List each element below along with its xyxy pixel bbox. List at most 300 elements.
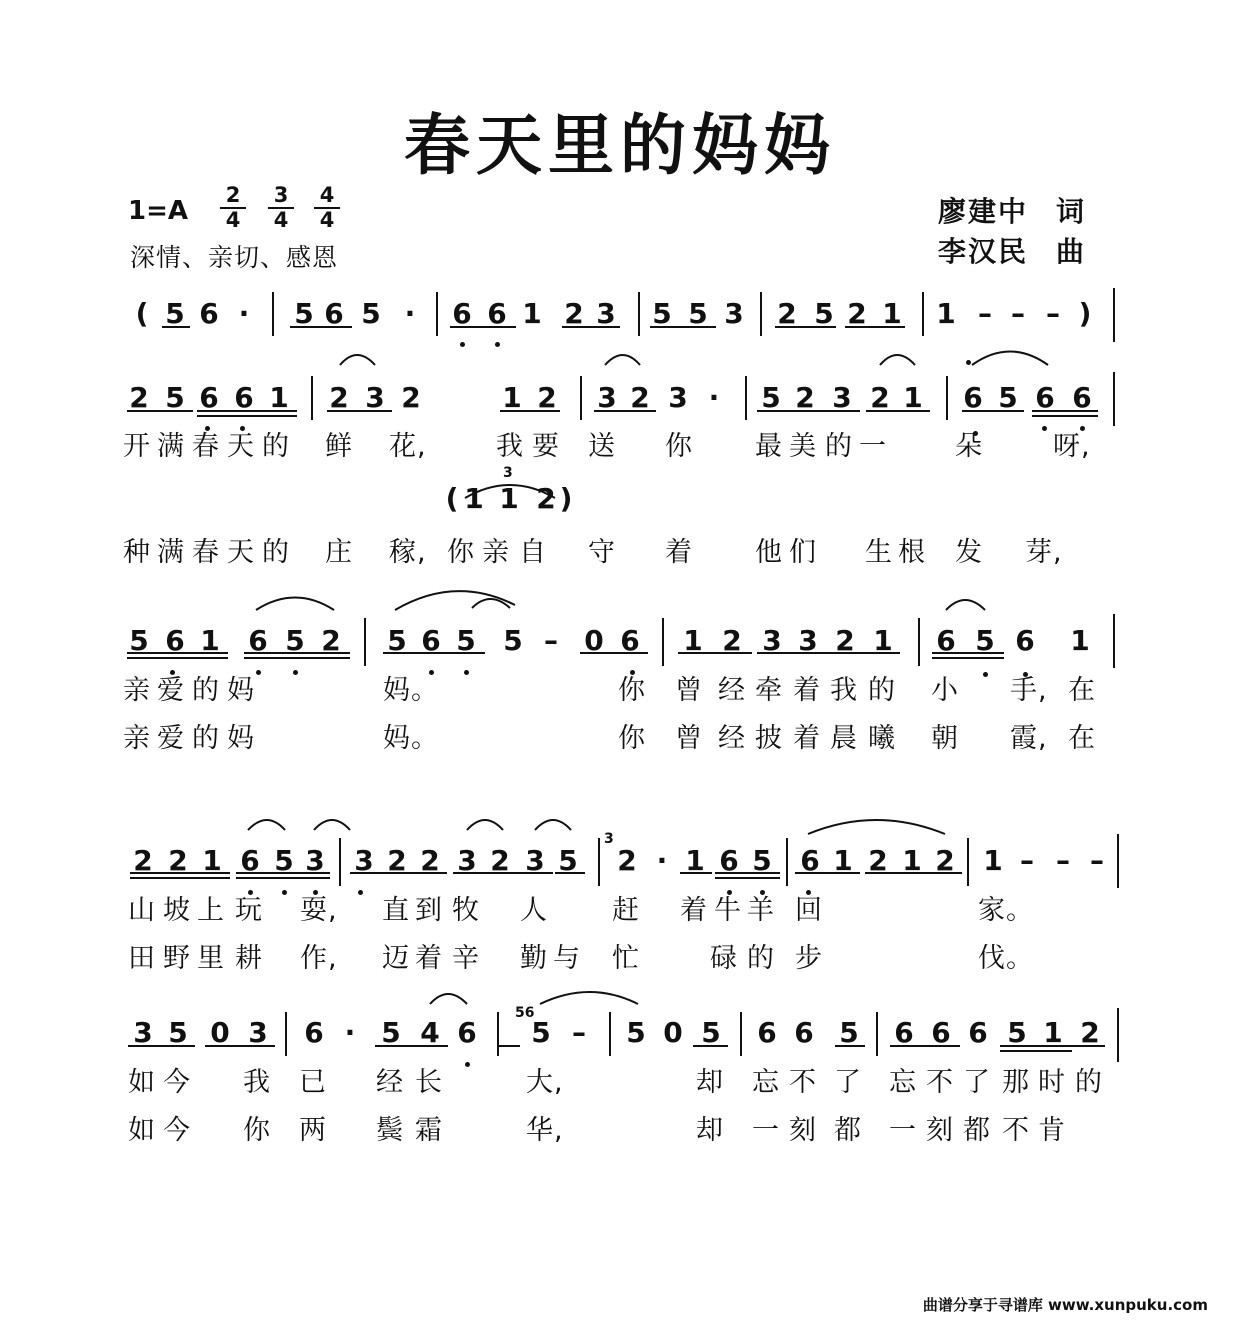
lyric-char: 华,	[526, 1115, 564, 1146]
lyric-char: 却	[696, 1115, 724, 1146]
lyric-char: 都	[963, 1115, 991, 1146]
score-note: 3	[798, 624, 818, 657]
lyric-char: 春	[192, 431, 220, 462]
lyric-char: 经	[718, 723, 746, 754]
lyric-char: 小	[931, 675, 959, 706]
lyric-char: 回	[795, 895, 823, 926]
lyric-char: 着	[665, 537, 693, 568]
score-note: 3	[248, 1016, 268, 1049]
lyric-char: 了	[834, 1067, 862, 1098]
beam-underline	[197, 410, 297, 412]
score-note: 5	[361, 297, 381, 330]
lyric-char: 呀,	[1053, 431, 1091, 462]
beam-underline	[693, 1045, 728, 1047]
octave-dot	[293, 670, 298, 675]
slur	[248, 820, 285, 830]
score-note: 6	[620, 624, 640, 657]
lyric-char: 着	[415, 943, 443, 974]
lyric-char: 野	[163, 943, 191, 974]
slur	[472, 599, 510, 608]
lyric-char: 今	[163, 1115, 191, 1146]
score-note: 6	[931, 1016, 951, 1049]
score-note: 6	[1015, 624, 1035, 657]
lyric-char: 你	[665, 431, 693, 462]
beam-underline	[383, 652, 485, 654]
lyric-char: 披	[755, 723, 783, 754]
lyric-char: 直	[382, 895, 410, 926]
score-note: 1	[1070, 624, 1090, 657]
score-note: 2	[329, 381, 349, 414]
lyric-char: 里	[197, 943, 225, 974]
beam-underline	[162, 326, 190, 328]
lyric-char: 牵	[755, 675, 783, 706]
barline	[740, 1012, 742, 1056]
lyric-char: 的	[868, 675, 896, 706]
beam-underline	[962, 410, 1024, 412]
lyric-char: 大,	[526, 1067, 564, 1098]
octave-dot	[1042, 426, 1047, 431]
lyric-char: 与	[553, 943, 581, 974]
lyric-char: 山	[128, 895, 156, 926]
score-note: 0	[210, 1016, 230, 1049]
lyric-char: 朵	[955, 431, 983, 462]
score-note: 6	[421, 624, 441, 657]
score-note: ·	[656, 844, 668, 877]
barline	[436, 292, 438, 336]
slur	[972, 352, 1048, 366]
lyric-char: 长	[415, 1067, 443, 1098]
grace-note-56: 56	[515, 1005, 535, 1021]
lyric-char: 我	[496, 431, 524, 462]
lyric-char: 都	[834, 1115, 862, 1146]
lyric-char: 你	[447, 537, 475, 568]
score-note: 6	[963, 381, 983, 414]
octave-dot	[495, 342, 500, 347]
barline	[1113, 372, 1115, 426]
time-signature-2-4: 2 4	[220, 184, 246, 232]
lyric-char: 赶	[612, 895, 640, 926]
beam-underline	[130, 877, 230, 879]
lyric-char: 天	[227, 431, 255, 462]
score-note: ·	[238, 297, 250, 330]
lyric-char: 着	[680, 895, 708, 926]
score-note: 1	[200, 624, 220, 657]
lyric-char: 的	[747, 943, 775, 974]
score-note: 2	[630, 381, 650, 414]
lyric-char: 着	[793, 723, 821, 754]
slur	[395, 591, 515, 610]
lyric-char: 妈	[227, 675, 255, 706]
lyric-char: 自	[519, 537, 547, 568]
beam-underline	[127, 657, 228, 659]
score-note: 6	[719, 844, 739, 877]
score-note: –	[572, 1016, 586, 1049]
score-note: 5	[456, 624, 476, 657]
lyric-char: 到	[415, 895, 443, 926]
barline	[760, 292, 762, 336]
alt-note: 1	[499, 482, 519, 515]
lyric-char: 伐。	[978, 943, 1034, 974]
lyric-char: 你	[618, 675, 646, 706]
lyric-char: 的	[825, 431, 853, 462]
score-note: 5	[701, 1016, 721, 1049]
beam-underline	[130, 872, 230, 874]
beam-underline	[1032, 415, 1098, 417]
lyric-char: 经	[376, 1067, 404, 1098]
lyric-char: 如	[128, 1067, 156, 1098]
score-note: 5	[129, 624, 149, 657]
lyric-char: 我	[830, 675, 858, 706]
barline	[580, 376, 582, 420]
octave-dot	[464, 670, 469, 675]
score-note: –	[1046, 297, 1060, 330]
beam-underline	[236, 877, 330, 879]
score-note: 6	[487, 297, 507, 330]
score-note: –	[1056, 844, 1070, 877]
song-title: 春天里的妈妈	[404, 106, 836, 184]
score-note: 5	[752, 844, 772, 877]
beam-underline	[236, 872, 330, 874]
lyric-char: 满	[157, 431, 185, 462]
score-note: 6	[199, 297, 219, 330]
score-note: 2	[387, 844, 407, 877]
score-note: 2	[935, 844, 955, 877]
lyric-char: 天	[227, 537, 255, 568]
slur	[535, 820, 571, 830]
barline	[786, 838, 788, 886]
barline	[876, 1012, 878, 1056]
score-note: 2	[133, 844, 153, 877]
key-signature: 1=A	[128, 196, 188, 226]
beam-underline	[327, 410, 392, 412]
beam-underline	[865, 872, 962, 874]
lyric-char: 时	[1038, 1067, 1066, 1098]
score-note: 6	[936, 624, 956, 657]
score-note: 6	[234, 381, 254, 414]
lyric-char: 妈。	[383, 675, 439, 706]
beam-underline	[498, 1045, 520, 1047]
score-note: –	[1020, 844, 1034, 877]
barline	[918, 618, 920, 666]
lyric-char: 我	[243, 1067, 271, 1098]
time-signature-3-4: 3 4	[268, 184, 294, 232]
score-note: 5	[998, 381, 1018, 414]
score-note: –	[1011, 297, 1025, 330]
footer-credit: 曲谱分享于寻谱库 www.xunpuku.com	[922, 1296, 1208, 1314]
score-note: 1	[202, 844, 222, 877]
score-note: 2	[321, 624, 341, 657]
lyric-char: 一	[859, 431, 887, 462]
score-note: 2	[564, 297, 584, 330]
composer-credit: 李汉民 曲	[938, 235, 1087, 268]
score-note: 5	[531, 1016, 551, 1049]
lyric-char: 刻	[789, 1115, 817, 1146]
beam-underline	[555, 872, 585, 874]
score-note: –	[978, 297, 992, 330]
lyric-char: 耕	[235, 943, 263, 974]
barline	[311, 376, 313, 420]
lyric-char: 稼,	[389, 537, 427, 568]
score-note: 5	[165, 381, 185, 414]
score-note: –	[544, 624, 558, 657]
score-note: 3	[724, 297, 744, 330]
lyric-char: 不	[1002, 1115, 1030, 1146]
lyric-char: 两	[299, 1115, 327, 1146]
lyric-char: 花,	[389, 431, 427, 462]
lyric-char: 不	[789, 1067, 817, 1098]
beam-underline	[775, 326, 836, 328]
grace-note-3: 3	[604, 831, 614, 847]
lyric-char: 你	[243, 1115, 271, 1146]
lyric-char: 开	[123, 431, 151, 462]
alt-note: 2	[536, 482, 556, 515]
lyric-char: 那	[1002, 1067, 1030, 1098]
score-note: 6	[304, 1016, 324, 1049]
lyric-char: 送	[588, 431, 616, 462]
lyric-char: 守	[588, 537, 616, 568]
barline	[497, 1012, 499, 1056]
beam-underline	[244, 657, 350, 659]
barline	[745, 376, 747, 420]
octave-dot	[358, 890, 363, 895]
score-note: 3	[597, 381, 617, 414]
lyric-char: 上	[197, 895, 225, 926]
score-note: 1	[903, 381, 923, 414]
beam-underline	[757, 410, 860, 412]
barline	[922, 292, 924, 336]
lyric-char: 家。	[978, 895, 1034, 926]
slur	[467, 820, 503, 830]
lyric-char: 在	[1068, 723, 1096, 754]
lyric-char: 忘	[752, 1067, 780, 1098]
lyric-char: 了	[963, 1067, 991, 1098]
beam-underline	[453, 872, 553, 874]
beam-underline	[562, 326, 620, 328]
score-note: 2	[795, 381, 815, 414]
slur	[430, 994, 467, 1004]
lyric-char: 勤	[520, 943, 548, 974]
lyric-char: 一	[752, 1115, 780, 1146]
beam-underline	[1000, 1050, 1072, 1052]
beam-underline	[835, 1045, 865, 1047]
slur	[256, 598, 334, 611]
score-note: 5	[975, 624, 995, 657]
lyric-char: 肯	[1038, 1115, 1066, 1146]
lyric-char: 发	[955, 537, 983, 568]
barline	[946, 376, 948, 420]
beam-underline	[932, 657, 1004, 659]
lyric-char: 羊	[747, 895, 775, 926]
lyric-char: 步	[795, 943, 823, 974]
beam-underline	[128, 1045, 195, 1047]
lyric-char: 他	[755, 537, 783, 568]
score-note: 6	[240, 844, 260, 877]
lyric-char: 春	[192, 537, 220, 568]
barline	[364, 618, 366, 666]
score-note: 2	[777, 297, 797, 330]
score-note: 6	[1072, 381, 1092, 414]
score-note: 1	[936, 297, 956, 330]
lyric-char: 迈	[382, 943, 410, 974]
score-note: 0	[663, 1016, 683, 1049]
beam-underline	[450, 326, 516, 328]
beam-underline	[290, 326, 352, 328]
beam-underline	[594, 410, 656, 412]
score-note: 1	[269, 381, 289, 414]
lyric-char: 晨	[830, 723, 858, 754]
score-note: 5	[761, 381, 781, 414]
score-note: 1	[902, 844, 922, 877]
score-note: 2	[129, 381, 149, 414]
score-note: 6	[452, 297, 472, 330]
slur	[946, 600, 985, 610]
score-note: 5	[274, 844, 294, 877]
lyric-char: 碌	[710, 943, 738, 974]
score-note: 5	[168, 1016, 188, 1049]
lyric-char: 的	[192, 675, 220, 706]
score-note: 3	[762, 624, 782, 657]
beam-underline	[580, 652, 648, 654]
lyric-char: 鬓	[376, 1115, 404, 1146]
slur	[340, 355, 375, 365]
score-note: 3	[457, 844, 477, 877]
score-note: 3	[525, 844, 545, 877]
score-note: 5	[503, 624, 523, 657]
triplet-mark: 3	[503, 465, 513, 481]
lyric-char: 田	[128, 943, 156, 974]
barline	[285, 1012, 287, 1056]
lyric-char: 的	[262, 537, 290, 568]
barline	[638, 292, 640, 336]
lyric-char: 不	[926, 1067, 954, 1098]
score-note: 1	[983, 844, 1003, 877]
lyric-char: 刻	[926, 1115, 954, 1146]
score-note: 6	[800, 844, 820, 877]
lyric-char: 人	[520, 895, 548, 926]
lyric-char: 鲜	[325, 431, 353, 462]
lyric-char: 种	[123, 537, 151, 568]
lyric-char: 你	[618, 723, 646, 754]
alt-note: (	[445, 482, 459, 515]
score-note: 2	[868, 844, 888, 877]
lyric-char: 妈。	[383, 723, 439, 754]
octave-dot	[465, 1062, 470, 1067]
score-note: 6	[248, 624, 268, 657]
score-note: 6	[757, 1016, 777, 1049]
score-note: 2	[420, 844, 440, 877]
lyric-char: 朝	[931, 723, 959, 754]
beam-underline	[127, 410, 193, 412]
lyric-char: 忙	[612, 943, 640, 974]
score-note: 1	[873, 624, 893, 657]
lyric-char: 亲	[123, 675, 151, 706]
score-note: 1	[1043, 1016, 1063, 1049]
lyric-char: 牛	[714, 895, 742, 926]
beam-underline	[890, 1045, 960, 1047]
score-note: 5	[626, 1016, 646, 1049]
lyric-char: 满	[157, 537, 185, 568]
score-note: 5	[285, 624, 305, 657]
lyric-char: 曾	[675, 723, 703, 754]
beam-underline	[500, 410, 560, 412]
beam-underline	[678, 652, 752, 654]
barline	[1113, 614, 1115, 668]
score-note: 2	[168, 844, 188, 877]
time-signature-4-4: 4 4	[314, 184, 340, 232]
score-note: 1	[882, 297, 902, 330]
barline	[339, 838, 341, 886]
lyric-char: 们	[789, 537, 817, 568]
score-note: 5	[387, 624, 407, 657]
lyric-char: 已	[299, 1067, 327, 1098]
beam-underline	[127, 652, 228, 654]
lyric-char: 最	[755, 431, 783, 462]
score-note: 5	[1007, 1016, 1027, 1049]
lyric-char: 亲	[482, 537, 510, 568]
lyricist-credit: 廖建中 词	[938, 195, 1087, 228]
barline	[662, 618, 664, 666]
lyric-char: 生	[865, 537, 893, 568]
lyric-char: 芽,	[1025, 537, 1063, 568]
lyric-char: 耍,	[300, 895, 338, 926]
score-note: 2	[722, 624, 742, 657]
lyric-char: 手,	[1010, 675, 1048, 706]
beam-underline	[244, 652, 350, 654]
lyric-char: 如	[128, 1115, 156, 1146]
score-note: )	[1078, 297, 1092, 330]
score-note: 6	[894, 1016, 914, 1049]
beam-underline	[795, 872, 860, 874]
score-note: 2	[490, 844, 510, 877]
tempo-marking: 深情、亲切、感恩	[130, 243, 339, 272]
octave-dot	[256, 670, 261, 675]
beam-underline	[650, 326, 716, 328]
score-note: 5	[688, 297, 708, 330]
lyric-char: 亲	[123, 723, 151, 754]
score-note: 3	[133, 1016, 153, 1049]
score-note: 1	[685, 844, 705, 877]
barline	[1113, 288, 1115, 342]
score-note: 3	[305, 844, 325, 877]
score-note: 6	[324, 297, 344, 330]
score-note: 3	[832, 381, 852, 414]
score-note: 6	[794, 1016, 814, 1049]
lyric-char: 作,	[300, 943, 338, 974]
lyric-char: 今	[163, 1067, 191, 1098]
lyric-char: 经	[718, 675, 746, 706]
score-note: 2	[847, 297, 867, 330]
score-note: ·	[708, 381, 720, 414]
score-note: 6	[1035, 381, 1055, 414]
score-note: 6	[457, 1016, 477, 1049]
beam-underline	[932, 652, 1004, 654]
alt-note: )	[559, 482, 573, 515]
beam-underline	[845, 326, 905, 328]
beam-underline	[350, 872, 447, 874]
octave-dot	[983, 672, 988, 677]
alt-note: 1	[464, 482, 484, 515]
score-note: 5	[839, 1016, 859, 1049]
score-note: 2	[1080, 1016, 1100, 1049]
slur	[808, 820, 945, 834]
lyric-char: 爱	[157, 675, 185, 706]
barline	[598, 838, 600, 886]
score-note: 5	[558, 844, 578, 877]
score-note: 1	[683, 624, 703, 657]
slur	[605, 355, 640, 365]
lyric-char: 霜	[415, 1115, 443, 1146]
lyric-char: 爱	[157, 723, 185, 754]
